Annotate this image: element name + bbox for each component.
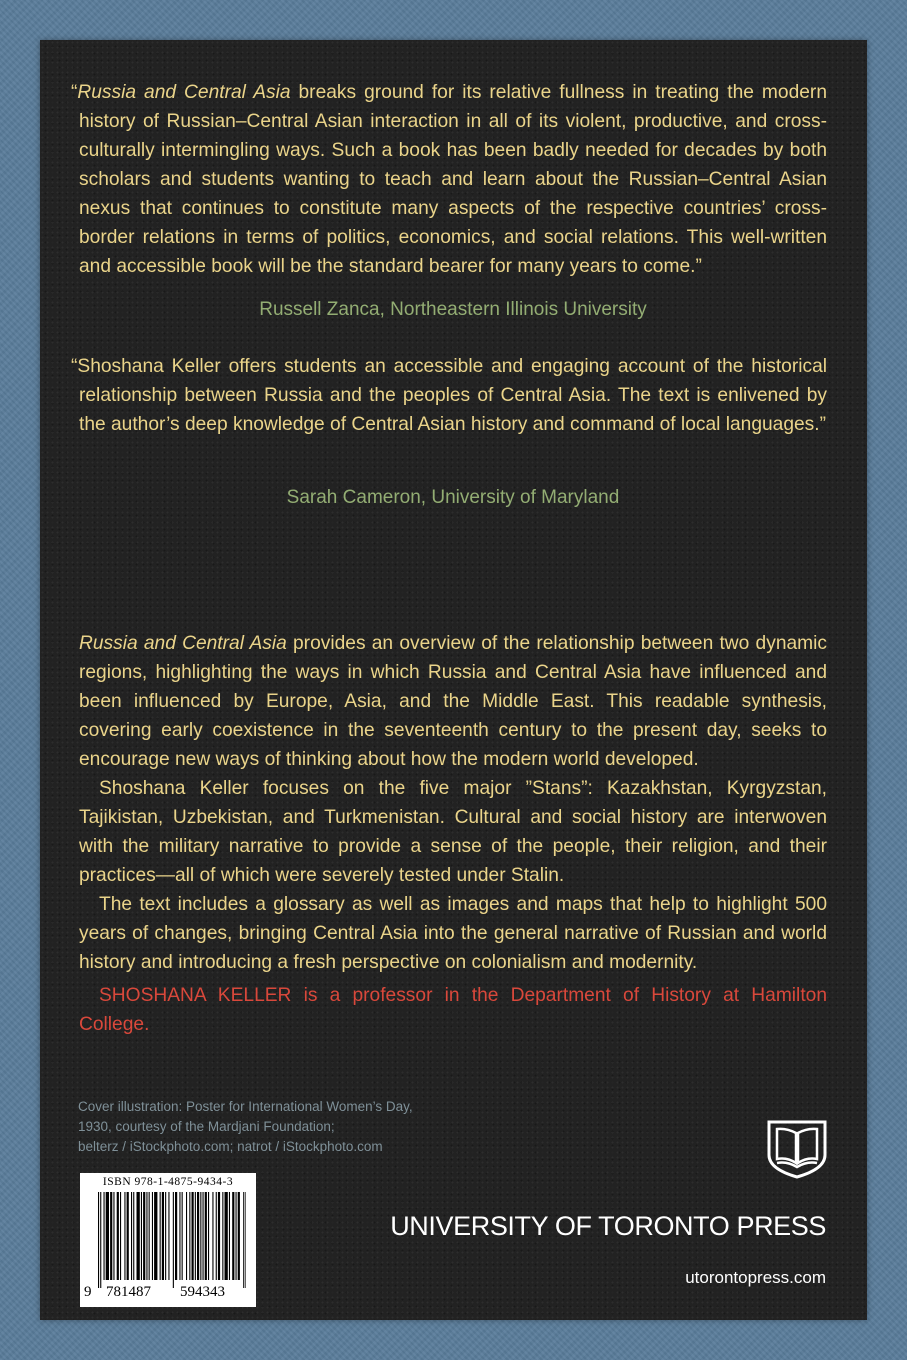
barcode-bar [179,1192,180,1280]
barcode-bar [216,1192,217,1280]
barcode-bar [98,1192,99,1288]
author-bio: SHOSHANA KELLER is a professor in the Department of History at Hamilton College. [79,985,827,1035]
barcode-bar [137,1192,140,1280]
book-description [79,629,827,1039]
barcode-bar [243,1192,244,1288]
barcode-bar [160,1192,161,1280]
barcode-bar [229,1192,230,1280]
barcode-bar [195,1192,196,1280]
review-attribution-2: Sarah Cameron, University of Maryland [286,487,620,508]
barcode-bar [236,1192,237,1280]
barcode-bar [182,1192,183,1280]
barcode-bar [113,1192,114,1280]
shield-book-icon [765,1119,829,1179]
barcode-bar [104,1192,105,1280]
barcode-bars-icon [98,1192,246,1288]
description-paragraph-2: Shoshana Keller focuses on the five major ”Stans”: Kazakhstan, Kyrgyzstan, Tajikistan, Uzbekistan, and Turkmenistan. Cultural and social history are interwoven with the military narrative to provide a sense of the people, their religion, and their practices—all of which were severely tested under Stalin. [79,778,827,886]
barcode-bar [208,1192,209,1280]
review-quote-2-body: Shoshana Keller offers students an accessible and engaging account of the historical relationship between Russia and the peoples of Central Asia. The text is enlivened by the author’s deep knowledge of Central Asian history and command of local languages.” [77,356,827,435]
review-quote-1-text: “Russia and Central Asia breaks ground for its relative fullness in treating the modern history of Russian–Central Asian interaction in all of its violent, productive, and cross-culturally intermingling ways. Such a book has been badly needed for decades by both scholars and students wanting to teach and learn about the Russian–Central Asian nexus that continues to constitute many aspects of the respective countries’ cross-border relations in terms of politics, economics, and social relations. This well-written and accessible book will be the standard bearer for many years to come.” [71,82,827,277]
barcode-bar [222,1192,223,1280]
review-quote-1-book-title: Russia and Central Asia [77,82,291,103]
credits-line-1: Cover illustration: Poster for International Women’s Day, [78,1099,413,1114]
barcode-bar [124,1192,125,1280]
barcode-bar [100,1192,101,1288]
barcode-bar [175,1192,177,1280]
barcode-bar [212,1192,213,1280]
barcode-bar [245,1192,246,1288]
barcode-bar [168,1192,169,1280]
barcode-bar [225,1192,228,1280]
review-quote-1-body: breaks ground for its relative fullness in treating the modern history of Russian–Central Asian interaction in all of its violent, productive, and cross-culturally intermingling ways. Such a book has been badly needed for decades by both scholars and students wanting to teach and learn about the Russian–Central Asian nexus that continues to constitute many aspects of the respective countries’ cross-border relations in terms of politics, economics, and social relations. This well-written and accessible book will be the standard bearer for many years to come.” [79,82,827,277]
barcode-bar [232,1192,234,1280]
description-paragraph-3: The text includes a glossary as well as images and maps that help to highlight 500 years of changes, bringing Central Asia into the general narrative of Russian and world history and introducing a fresh perspective on colonialism and modernity. [79,894,827,973]
cover-credits [78,1097,458,1157]
barcode-digit-lead: 9 [84,1284,92,1300]
barcode-bar [189,1192,190,1280]
barcode-digit-group-1: 781487 [106,1284,151,1300]
barcode-bar [149,1192,150,1280]
barcode-bar [200,1192,201,1280]
barcode-bar [141,1192,142,1280]
publisher-name: UNIVERSITY OF TORONTO PRESS [390,1211,826,1241]
publisher-url: utorontopress.com [685,1268,826,1287]
barcode-bar [186,1192,187,1280]
barcode-bar [133,1192,134,1280]
review-quote-2-text: “Shoshana Keller offers students an accessible and engaging account of the historical relationship between Russia and the peoples of Central Asia. The text is enlivened by the author’s deep knowledge of Central Asian history and command of local languages.” [71,356,827,435]
barcode-bar [205,1192,207,1280]
barcode-bar [197,1192,199,1280]
review-attribution-1: Russell Zanca, Northeastern Illinois University [259,299,647,320]
back-cover-panel [40,40,867,1320]
barcode-bar [165,1192,166,1280]
barcode-bar [162,1192,164,1280]
barcode-bar [143,1192,145,1280]
barcode-bar [218,1192,220,1280]
barcode-bar [203,1192,204,1280]
barcode-digit-group-2: 594343 [180,1284,225,1300]
barcode-bar [131,1192,132,1280]
review-quote-2 [71,352,827,439]
credits-line-2: 1930, courtesy of the Mardjani Foundation; [78,1119,335,1134]
description-paragraph-1: Russia and Central Asia provides an overview of the relationship between two dynamic regions, highlighting the ways in which Russia and Central Asia have influenced and been influenced by Europe, Asia, and the Middle East. This readable synthesis, covering early coexistence in the seventeenth century to the present day, seeks to encourage new ways of thinking about how the modern world developed. [79,633,827,770]
isbn-barcode [80,1173,256,1307]
isbn-label: ISBN 978-1-4875-9434-3 [102,1176,234,1188]
credits-line-3: belterz / iStockphoto.com; natrot / iStockphoto.com [78,1139,383,1154]
review-quote-1 [71,78,827,281]
barcode-bar [106,1192,109,1280]
barcode-bar [127,1192,129,1280]
barcode-bar [152,1192,153,1280]
barcode-bar [154,1192,157,1280]
barcode-bar [117,1192,119,1280]
barcode-bar [238,1192,240,1280]
barcode-bar [110,1192,112,1280]
barcode-bar [146,1192,147,1280]
barcode-bar [192,1192,194,1280]
barcode-bar [120,1192,121,1280]
barcode-bar [173,1192,174,1288]
description-book-title: Russia and Central Asia [79,633,287,654]
